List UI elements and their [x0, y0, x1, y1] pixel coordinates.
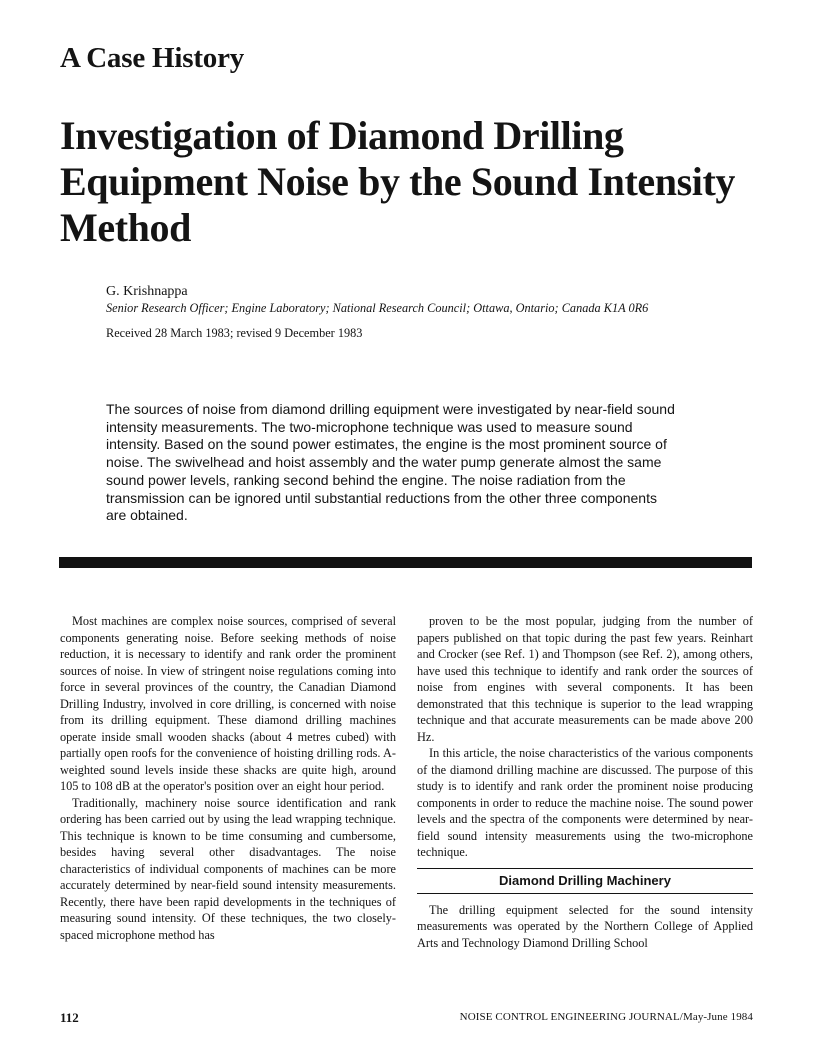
author-block — [106, 283, 706, 341]
body-paragraph: Traditionally, machinery noise source identification and rank ordering has been carried out by using the lead wrapping technique. This technique is known to be time consuming and cumbersome, besides having several other disadvantages. The noise characteristics of individual components of machines can be more accurately determined by near-field sound intensity measurements. Recently, there have been rapid developments in the techniques of measuring sound intensity. Of these techniques, the two closely-spaced microphone method has — [60, 795, 396, 942]
received-dates: Received 28 March 1983; revised 9 December 1983 — [106, 326, 363, 340]
author-name: G. Krishnappa — [106, 284, 188, 299]
article-title: Investigation of Diamond Drilling Equipment Noise by the Sound Intensity Method — [60, 113, 735, 250]
section-divider — [59, 557, 752, 568]
journal-footer: NOISE CONTROL ENGINEERING JOURNAL/May-June 1984 — [459, 1011, 753, 1023]
section-heading: Diamond Drilling Machinery — [417, 868, 753, 894]
body-column-left — [60, 613, 396, 943]
body-paragraph: proven to be the most popular, judging from the number of papers published on that topic during the past few years. Reinhart and Crocker (see Ref. 1) and Thompson (see Ref. 2), among others, have used this technique to identify and rank order the sources of noise from engines with several components. It has been demonstrated that this technique is superior to the lead wrapping technique and that accurate measurements can be made above 200 Hz. — [417, 614, 753, 744]
abstract: The sources of noise from diamond drilling equipment were investigated by near-field sound intensity measurements. The two-microphone technique was used to measure sound intensity. Based on the sound power estimates, the engine is the most prominent source of noise. The swivelhead and hoist assembly and the water pump generate almost the same sound power levels, ranking second behind the engine. The noise radiation from the transmission can be ignored until substantial reductions from the other three components are obtained. — [106, 401, 675, 524]
body-paragraph: The drilling equipment selected for the sound intensity measurements was operated by the Northern College of Applied Arts and Technology Diamond Drilling School — [417, 902, 753, 950]
body-column-right — [417, 613, 753, 951]
body-paragraph: Most machines are complex noise sources, comprised of several components generating noise. Before seeking methods of noise reduction, it is necessary to identify and rank order the prominent sources of noise. In view of stringent noise regulations coming into force in several provinces of the country, the Canadian Diamond Drilling Industry, involved in core drilling, is concerned with noise from its drilling equipment. These diamond drilling machines operate inside small wooden shacks (about 4 metres cubed) with partially open roofs for the convenience of hoisting drilling rods. A-weighted sound levels inside these shacks are quite high, around 105 to 108 dB at the operator's position over an eight hour period. — [60, 614, 396, 793]
page-number: 112 — [60, 1010, 79, 1025]
section-kicker: A Case History — [60, 42, 245, 74]
body-paragraph: In this article, the noise characteristics of the various components of the diamond drilling machine are discussed. The purpose of this study is to identify and rank order the prominent noise producing components in order to reduce the machine noise. The sound power levels and the spectra of the components were determined by near-field sound intensity measurements using the two-microphone technique. — [417, 746, 753, 859]
author-affiliation: Senior Research Officer; Engine Laboratory; National Research Council; Ottawa, Ontario; Canada K1A 0R6 — [106, 301, 649, 315]
